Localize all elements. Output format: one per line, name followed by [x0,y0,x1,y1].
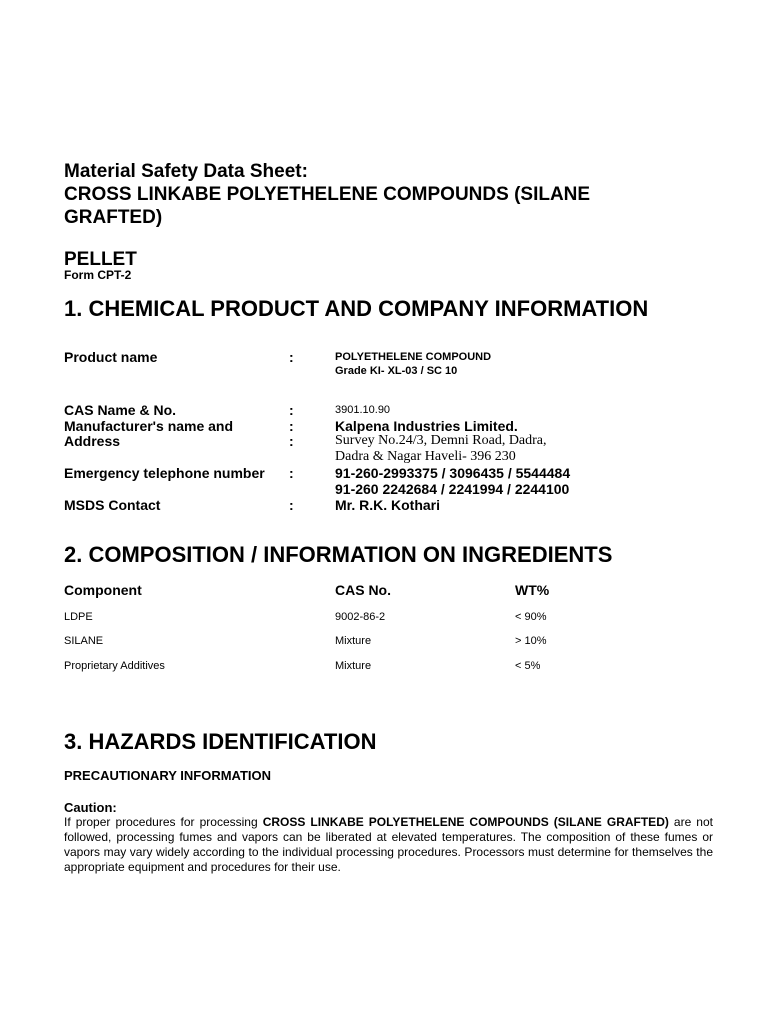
manufacturer-value: Kalpena Industries Limited. [335,418,518,434]
product-title: CROSS LINKABE POLYETHELENE COMPOUNDS (SILANE [64,184,591,205]
product-title-continued: GRAFTED) [64,207,163,228]
emergency-phone: 91-260-2993375 / 3096435 / 5544484 [335,465,571,481]
colon: : [289,349,294,365]
emergency-phone-line2: 91-260 2242684 / 2241994 / 2244100 [335,481,570,497]
product-name-value: POLYETHELENE COMPOUND [335,351,492,363]
colon: : [289,465,294,481]
table-header-cas: CAS No. [335,582,391,598]
form-code: Form CPT-2 [64,268,132,282]
cas-label: CAS Name & No. [64,402,177,418]
address-value-line2: Dadra & Nagar Haveli- 396 230 [335,449,516,464]
table-cell-component: Proprietary Additives [64,660,165,672]
address-value: Survey No.24/3, Demni Road, Dadra, [335,433,547,448]
table-cell-cas: 9002-86-2 [335,611,386,623]
caution-product-name: CROSS LINKABE POLYETHELENE COMPOUNDS (SILANE GRAFTED) [262,815,669,829]
table-header-wt: WT% [515,582,550,598]
section1-heading: 1. CHEMICAL PRODUCT AND COMPANY INFORMATION [64,296,649,321]
product-grade-value: Grade KI- XL-03 / SC 10 [335,365,458,377]
document-title: Material Safety Data Sheet: [64,161,308,182]
table-cell-component: SILANE [64,635,104,647]
table-cell-wt: < 5% [515,660,541,672]
product-form: PELLET [64,249,137,270]
table-cell-wt: > 10% [515,635,547,647]
colon: : [289,402,294,418]
table-header-component: Component [64,582,142,598]
product-name-label: Product name [64,349,158,365]
colon: : [289,497,294,513]
table-cell-wt: < 90% [515,611,547,623]
colon: : [289,418,294,434]
section3-heading: 3. HAZARDS IDENTIFICATION [64,729,377,754]
colon: : [289,433,294,449]
address-label: Address [64,433,121,449]
table-cell-cas: Mixture [335,635,372,647]
precautionary-subheading: PRECAUTIONARY INFORMATION [64,768,272,783]
table-cell-component: LDPE [64,611,93,623]
msds-contact-value: Mr. R.K. Kothari [335,497,441,513]
cas-value: 3901.10.90 [335,404,391,416]
manufacturer-label: Manufacturer's name and [64,418,234,434]
caution-text: If proper procedures for processing [64,815,263,829]
emergency-label: Emergency telephone number [64,465,265,481]
caution-text-continued: are not followed, processing fumes and vapors can be liberated at elevated temperatures. The composition of these fumes or vapors may vary widely according to the individual processing procedures. Processors must determine for themselves the appropriate equipment and procedures for their use. [64,815,713,874]
caution-paragraph [64,815,713,875]
section2-heading: 2. COMPOSITION / INFORMATION ON INGREDIENTS [64,542,613,567]
table-cell-cas: Mixture [335,660,372,672]
msds-contact-label: MSDS Contact [64,497,161,513]
caution-label: Caution: [64,800,117,815]
